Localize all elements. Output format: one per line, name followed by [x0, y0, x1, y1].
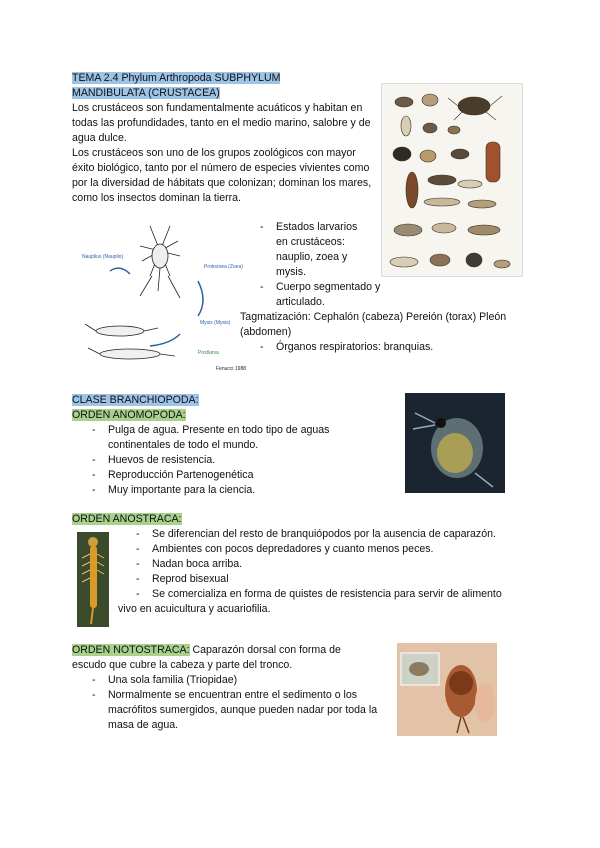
- list-item: - Ambientes con pocos depredadores y cuanto menos peces.: [134, 542, 532, 557]
- triops-photo: [397, 643, 497, 736]
- page-title: TEMA 2.4 Phylum Arthropoda SUBPHYLUM MANDIBULATA (CRUSTACEA): [72, 72, 281, 99]
- order-heading: ORDEN NOTOSTRACA:: [72, 644, 190, 656]
- daphnia-photo: [405, 393, 505, 493]
- order-heading: ORDEN ANOSTRACA:: [72, 513, 182, 525]
- label-protozoea: Protozoea (Zoea): [204, 264, 243, 270]
- list-item: - Se comercializa en forma de quistes de resistencia para servir de alimento: [134, 587, 532, 602]
- label-postlarva: Postlarva: [198, 350, 219, 356]
- intro-paragraph-1: Los crustáceos son fundamentalmente acuáticos y habitan en todas las profundidades, tanto en el medio marino, salobre y de agua dulce.: [72, 102, 371, 144]
- list-item: - Se diferencian del resto de branquiópodos por la ausencia de caparazón.: [134, 527, 532, 542]
- list-item: - Reprod bisexual: [134, 572, 532, 587]
- list-item: - Una sola familia (Triopidae): [90, 673, 385, 688]
- branchiopoda-section: [72, 393, 372, 498]
- list-continuation: vivo en acuicultura y acuariofilia.: [118, 603, 271, 615]
- artemia-photo: [77, 532, 109, 627]
- order-heading: ORDEN ANOMOPODA:: [72, 409, 186, 421]
- notostraca-section: [72, 643, 392, 733]
- list-item: - Estados larvarios en crustáceos: nauplio, zoea y mysis.: [258, 220, 368, 280]
- anostraca-section: [72, 512, 532, 617]
- list-item: - Huevos de resistencia.: [90, 453, 355, 468]
- tagmatization-text: Tagmatización: Cephalón (cabeza) Pereión (torax) Pleón (abdomen): [240, 311, 507, 338]
- list-item: - Órganos respiratorios: branquias.: [258, 340, 530, 355]
- intro-paragraph-2: Los crustáceos son uno de los grupos zoológicos con mayor éxito biológico, tanto por el número de especies vivientes como por la diversidad de hábitats que colonizan; dominan los mares, como los insectos dominan la tierra.: [72, 147, 372, 204]
- larval-text-block: [240, 220, 530, 355]
- intro-block: [72, 71, 377, 206]
- class-heading: CLASE BRANCHIOPODA:: [72, 394, 199, 406]
- label-credit: Fenucci 1988: [216, 366, 247, 372]
- list-item: - Nadan boca arriba.: [134, 557, 532, 572]
- list-item: - Pulga de agua. Presente en todo tipo de aguas continentales de todo el mundo.: [90, 423, 355, 453]
- larval-stages-diagram: [80, 216, 247, 374]
- label-mysis: Mysis (Mysis): [200, 320, 231, 326]
- list-item: - Reproducción Partenogenética: [90, 468, 355, 483]
- label-nauplius: Nauplius (Nauplio): [82, 254, 124, 260]
- order-description: Caparazón dorsal con forma de escudo que cubre la cabeza y parte del tronco.: [72, 644, 341, 671]
- list-item: - Muy importante para la ciencia.: [90, 483, 355, 498]
- list-item: - Cuerpo segmentado y articulado.: [258, 280, 383, 310]
- list-item: - Normalmente se encuentran entre el sedimento o los macrófitos sumergidos, aunque pueden nadar por toda la masa de agua.: [90, 688, 385, 733]
